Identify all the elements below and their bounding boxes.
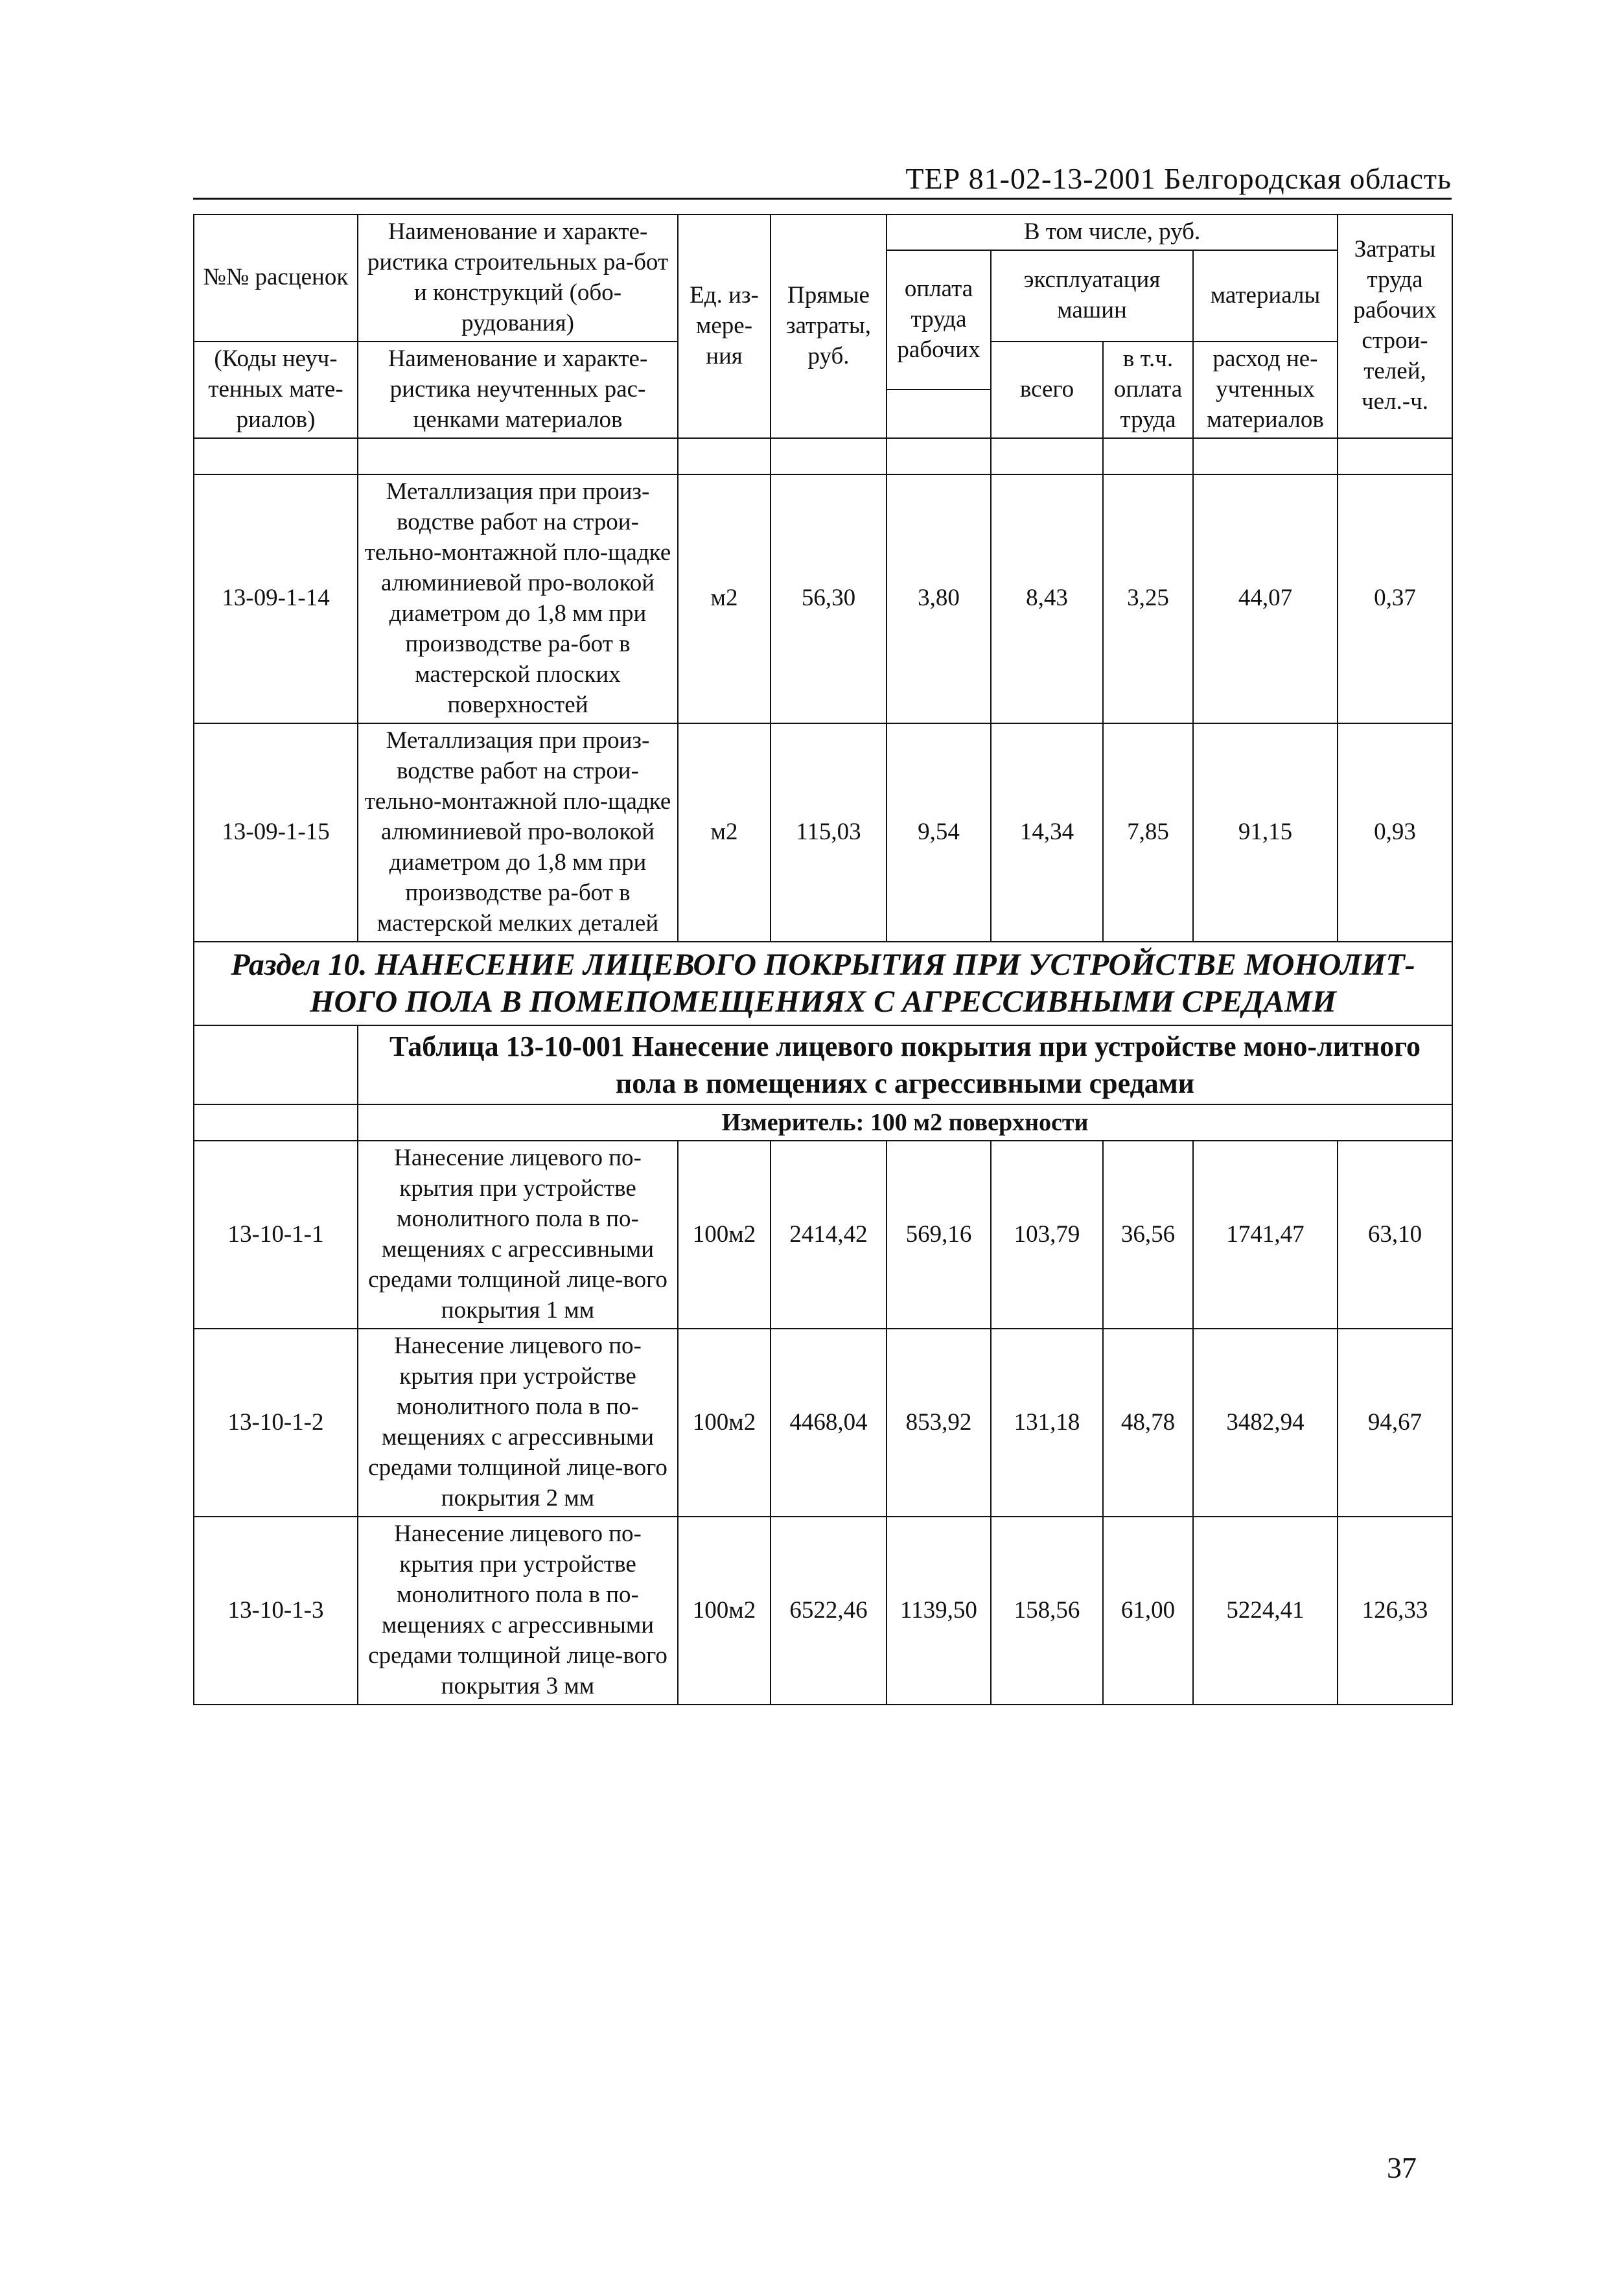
document-header: ТЕР 81-02-13-2001 Белгородская область [905,162,1452,195]
row-code: 13-10-1-3 [194,1517,358,1705]
header-code-unaccounted: (Коды неуч-тенных мате-риалов) [194,342,358,438]
row-code: 13-10-1-2 [194,1329,358,1517]
header-machines-total: всего [991,342,1103,438]
row-code: 13-09-1-15 [194,723,358,942]
row-labor: 569,16 [887,1141,991,1329]
header-labor-cost: оплата труда рабочих [887,250,991,390]
header-rule [193,198,1452,200]
row-labor: 853,92 [887,1329,991,1517]
row-machines-total: 103,79 [991,1141,1103,1329]
header-machines-labor: в т.ч. оплата труда [1103,342,1193,438]
row-materials: 1741,47 [1193,1141,1338,1329]
meter-row [194,1104,1452,1141]
table-row [194,1517,1452,1705]
header-materials: материалы [1193,250,1338,342]
row-materials: 44,07 [1193,474,1338,723]
header-name: Наименование и характе-ристика строительных ра-бот и конструкций (обо-рудования) [358,215,678,342]
row-hours: 63,10 [1338,1141,1452,1329]
section-title: Раздел 10. НАНЕСЕНИЕ ЛИЦЕВОГО ПОКРЫТИЯ ПРИ УСТРОЙСТВЕ МОНОЛИТ-НОГО ПОЛА В ПОМЕПОМЕЩЕНИЯХ С АГРЕССИВНЫМИ СРЕДАМИ [194,942,1452,1025]
row-labor: 9,54 [887,723,991,942]
header-unit: Ед. из-мере-ния [678,215,771,438]
header-machines: эксплуатация машин [991,250,1193,342]
table-title-row [194,1025,1452,1104]
row-direct: 6522,46 [771,1517,887,1705]
row-machines-labor: 3,25 [1103,474,1193,723]
header-name-unaccounted: Наименование и характе-ристика неучтенных рас-ценками материалов [358,342,678,438]
row-hours: 126,33 [1338,1517,1452,1705]
row-name: Нанесение лицевого по-крытия при устройстве монолитного пола в по-мещениях с агрессивными средами толщиной лице-вого покрытия 3 мм [358,1517,678,1705]
table-row [194,723,1452,942]
spacer-row [194,438,1452,474]
row-name: Металлизация при произ-водстве работ на строи-тельно-монтажной пло-щадке алюминиевой про-волокой диаметром до 1,8 мм при производстве ра-бот в мастерской мелких деталей [358,723,678,942]
row-hours: 0,37 [1338,474,1452,723]
page-number: 37 [1387,2151,1417,2184]
table-row [194,1329,1452,1517]
header-direct-costs: Прямые затраты, руб. [771,215,887,438]
row-direct: 56,30 [771,474,887,723]
header-labor-cost-cont [887,390,991,437]
row-unit: 100м2 [678,1141,771,1329]
row-unit: 100м2 [678,1517,771,1705]
table-row [194,1141,1452,1329]
row-hours: 94,67 [1338,1329,1452,1517]
rates-table [193,214,1453,1705]
header-row-1 [194,215,1452,250]
header-materials-unaccounted: расход не-учтенных материалов [1193,342,1338,438]
row-direct: 2414,42 [771,1141,887,1329]
header-code: №№ расценок [194,215,358,342]
row-machines-labor: 36,56 [1103,1141,1193,1329]
row-materials: 91,15 [1193,723,1338,942]
row-hours: 0,93 [1338,723,1452,942]
row-materials: 3482,94 [1193,1329,1338,1517]
row-direct: 115,03 [771,723,887,942]
header-labor-hours: Затраты труда рабочих строи-телей, чел.-ч. [1338,215,1452,438]
row-materials: 5224,41 [1193,1517,1338,1705]
row-machines-labor: 61,00 [1103,1517,1193,1705]
row-unit: м2 [678,474,771,723]
row-machines-total: 8,43 [991,474,1103,723]
row-code: 13-09-1-14 [194,474,358,723]
row-code: 13-10-1-1 [194,1141,358,1329]
row-labor: 3,80 [887,474,991,723]
row-machines-total: 131,18 [991,1329,1103,1517]
header-including: В том числе, руб. [887,215,1338,250]
row-machines-total: 158,56 [991,1517,1103,1705]
row-direct: 4468,04 [771,1329,887,1517]
table-row [194,474,1452,723]
row-machines-labor: 48,78 [1103,1329,1193,1517]
table-meter: Измеритель: 100 м2 поверхности [358,1104,1452,1141]
row-unit: 100м2 [678,1329,771,1517]
row-name: Металлизация при произ-водстве работ на строи-тельно-монтажной пло-щадке алюминиевой про-волокой диаметром до 1,8 мм при производстве ра-бот в мастерской плоских поверхностей [358,474,678,723]
row-machines-labor: 7,85 [1103,723,1193,942]
row-name: Нанесение лицевого по-крытия при устройстве монолитного пола в по-мещениях с агрессивными средами толщиной лице-вого покрытия 1 мм [358,1141,678,1329]
row-unit: м2 [678,723,771,942]
section-row [194,942,1452,1025]
row-machines-total: 14,34 [991,723,1103,942]
table-title: Таблица 13-10-001 Нанесение лицевого покрытия при устройстве моно-литного пола в помещениях с агрессивными средами [358,1025,1452,1104]
row-labor: 1139,50 [887,1517,991,1705]
row-name: Нанесение лицевого по-крытия при устройстве монолитного пола в по-мещениях с агрессивными средами толщиной лице-вого покрытия 2 мм [358,1329,678,1517]
